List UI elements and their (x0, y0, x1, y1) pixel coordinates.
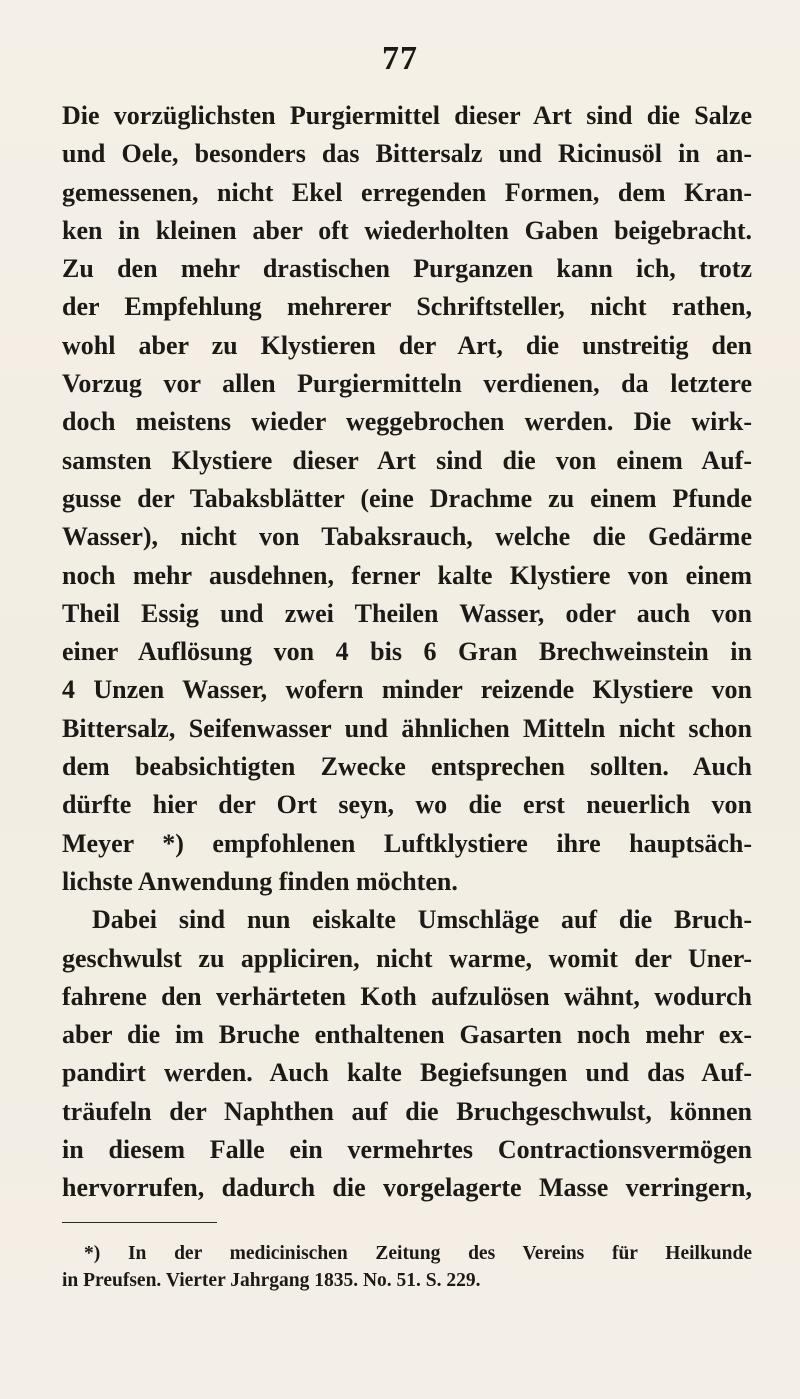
text-line: geschwulst zu appliciren, nicht warme, womit der Uner- (62, 943, 752, 973)
footnote-line: in Preufsen. Vierter Jahrgang 1835. No. 51. S. 229. (62, 1270, 481, 1291)
text-line: einer Auflösung von 4 bis 6 Gran Brechweinstein in (62, 637, 752, 667)
text-line: Theil Essig und zwei Theilen Wasser, oder auch von (62, 598, 752, 628)
text-line: fahrene den verhärteten Koth aufzulösen wähnt, wodurch (62, 981, 752, 1011)
text-line: Zu den mehr drastischen Purganzen kann ich, trotz (62, 254, 752, 284)
paragraph-start-line: Dabei sind nun eiskalte Umschläge auf die Bruch- (92, 905, 752, 935)
text-line: träufeln der Naphthen auf die Bruchgeschwulst, können (62, 1096, 752, 1126)
text-line: Wasser), nicht von Tabaksrauch, welche die Gedärme (62, 522, 752, 552)
text-line: aber die im Bruche enthaltenen Gasarten noch mehr ex- (62, 1020, 752, 1050)
text-line: gusse der Tabaksblätter (eine Drachme zu einem Pfunde (62, 483, 752, 513)
text-line: dem beabsichtigten Zwecke entsprechen sollten. Auch (62, 752, 752, 782)
text-line: Meyer *) empfohlenen Luftklystiere ihre hauptsäch- (62, 828, 752, 858)
text-line: dürfte hier der Ort seyn, wo die erst neuerlich von (62, 790, 752, 820)
text-line: hervorrufen, dadurch die vorgelagerte Masse verringern, (62, 1173, 752, 1203)
text-line: noch mehr ausdehnen, ferner kalte Klystiere von einem (62, 560, 752, 590)
text-line: Die vorzüglichsten Purgiermittel dieser Art sind die Salze (62, 101, 752, 130)
text-line: ken in kleinen aber oft wiederholten Gaben beigebracht. (62, 215, 752, 245)
footnote-divider (62, 1222, 217, 1223)
text-line: wohl aber zu Klystieren der Art, die unstreitig den (62, 330, 752, 360)
text-line: der Empfehlung mehrerer Schriftsteller, nicht rathen, (62, 292, 752, 322)
body-text (62, 97, 752, 1208)
page-number: 77 (382, 40, 418, 77)
text-line: Bittersalz, Seifenwasser und ähnlichen Mitteln nicht schon (62, 713, 752, 743)
text-line: doch meistens wieder weggebrochen werden. Die wirk- (62, 407, 752, 437)
text-line: 4 Unzen Wasser, wofern minder reizende Klystiere von (62, 675, 752, 705)
text-line: pandirt werden. Auch kalte Begiefsungen und das Auf- (62, 1058, 752, 1088)
text-line: Vorzug vor allen Purgiermitteln verdienen, da letztere (62, 369, 752, 399)
text-line: in diesem Falle ein vermehrtes Contractionsvermögen (62, 1135, 752, 1165)
paragraph-end-line: lichste Anwendung finden möchten. (62, 866, 458, 896)
text-line: gemessenen, nicht Ekel erregenden Formen, dem Kran- (62, 177, 752, 207)
text-line: samsten Klystiere dieser Art sind die von einem Auf- (62, 445, 752, 475)
footnote-line: *) In der medicinischen Zeitung des Vereins für Heilkunde (84, 1243, 752, 1264)
text-line: und Oele, besonders das Bittersalz und Ricinusöl in an- (62, 139, 752, 169)
footnote (62, 1240, 752, 1294)
